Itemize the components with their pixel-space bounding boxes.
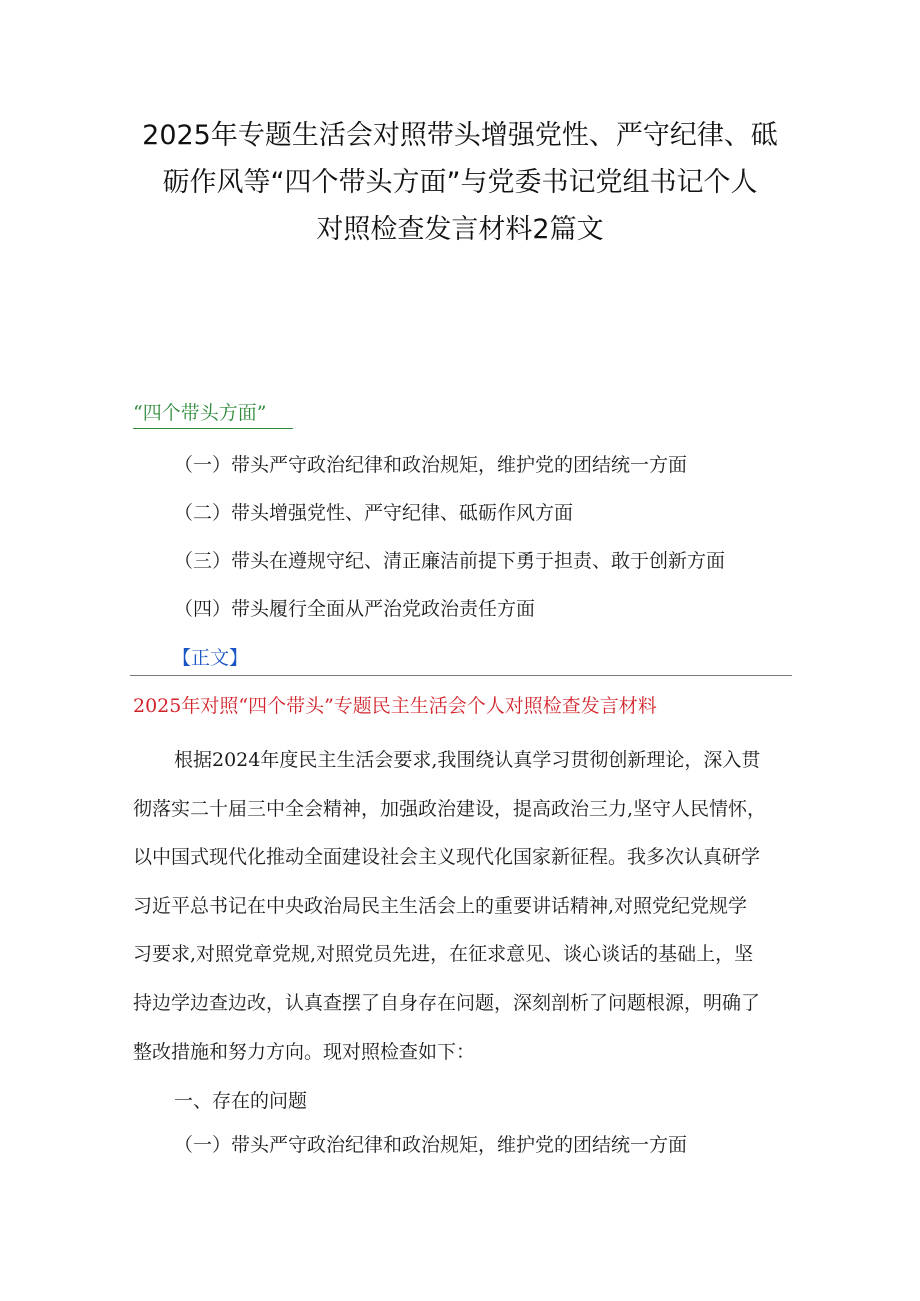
toc-item: （二）带头增强党性、严守纪律、砥砺作风方面 bbox=[174, 502, 574, 524]
section-heading: 一、存在的问题 bbox=[174, 1090, 308, 1112]
paragraph-line: 根据2024年度民主生活会要求,我围绕认真学习贯彻创新理论，深入贯 bbox=[174, 749, 761, 771]
toc-heading-link[interactable]: “四个带头方面” bbox=[133, 400, 293, 429]
paragraph-line: 整改措施和努力方向。现对照检查如下： bbox=[133, 1040, 476, 1063]
title-line: 2025年专题生活会对照带头增强党性、严守纪律、砥 bbox=[142, 120, 778, 151]
article-subtitle: 2025年对照“四个带头”专题民主生活会个人对照检查发言材料 bbox=[133, 695, 657, 717]
title-line: 对照检查发言材料2篇文 bbox=[316, 214, 604, 245]
body-label: 【正文】 bbox=[172, 647, 249, 669]
article-paragraph bbox=[133, 736, 793, 1076]
divider bbox=[130, 675, 792, 676]
paragraph-line: 以中国式现代化推动全面建设社会主义现代化国家新征程。我多次认真研学 bbox=[133, 846, 761, 869]
document-title bbox=[110, 112, 810, 253]
paragraph-line: 习要求,对照党章党规,对照党员先进，在征求意见、谈心谈话的基础上，坚 bbox=[133, 943, 754, 966]
paragraph-line: 持边学边查边改，认真查摆了自身存在问题，深刻剖析了问题根源，明确了 bbox=[133, 991, 761, 1014]
section-item: （一）带头严守政治纪律和政治规矩，维护党的团结统一方面 bbox=[174, 1134, 688, 1156]
toc-item: （一）带头严守政治纪律和政治规矩，维护党的团结统一方面 bbox=[174, 454, 688, 476]
paragraph-line: 彻落实二十届三中全会精神，加强政治建设，提高政治三力,坚守人民情怀， bbox=[133, 797, 767, 820]
paragraph-line: 习近平总书记在中央政治局民主生活会上的重要讲话精神,对照党纪党规学 bbox=[133, 894, 748, 917]
toc-item: （四）带头履行全面从严治党政治责任方面 bbox=[174, 598, 536, 620]
title-line: 砺作风等“四个带头方面”与党委书记党组书记个人 bbox=[162, 167, 758, 198]
toc-item: （三）带头在遵规守纪、清正廉洁前提下勇于担责、敢于创新方面 bbox=[174, 550, 726, 572]
